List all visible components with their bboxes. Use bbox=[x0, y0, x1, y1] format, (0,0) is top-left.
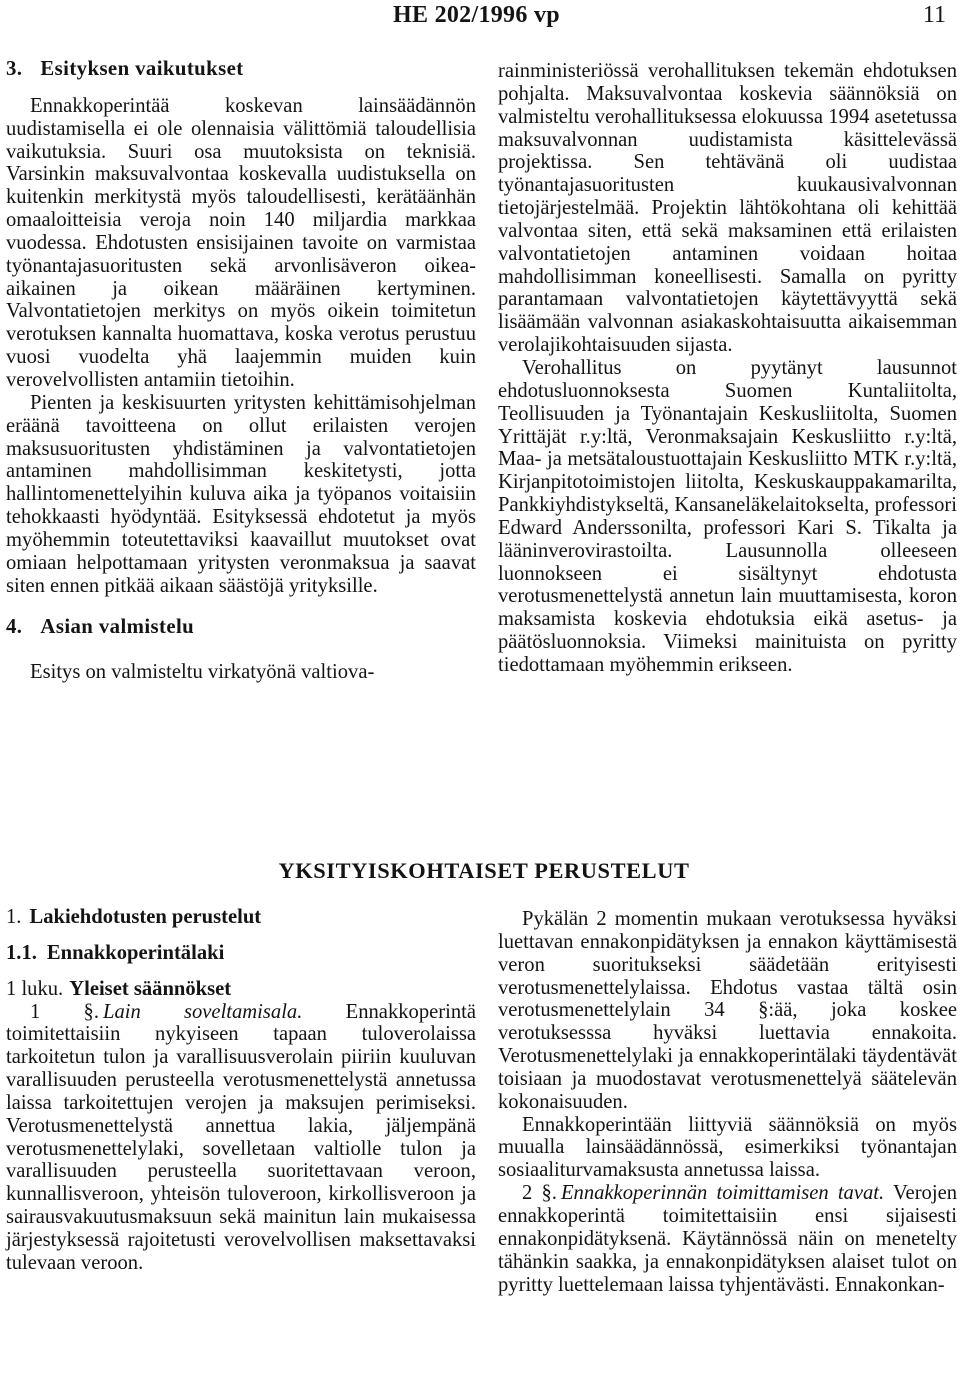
section-4-paragraph-1-continued: rainministeriössä verohallituksen tekemän ehdotuksen pohjalta. Maksuvalvontaa koskevia säännöksiä on valmisteltu verohallituksessa elokuussa 1994 asetetussa maksuvalvonnan uudistamista käsittelevässä projektissa. Sen tehtävänä oli uudistaa työnantajasuoritusten kuukausivalvonnan tietojärjestelmää. Projektin lähtökohtana oli kehittää valvontaa siten, että sekä maksaminen että erilaisten valvontatietojen antaminen voidaan hoitaa mahdollisimman koneellisesti. Samalla on pyritty parantamaan valvontatietojen käytettävyyttä sekä lisäämään valvonnan asiakaskohtaisuutta aikaisemman verolajikohtaisuuden sijasta. bbox=[498, 60, 957, 357]
heading-number: 1.1. bbox=[6, 941, 37, 964]
chapter-heading bbox=[6, 978, 476, 1001]
section-2-number: 2 bbox=[522, 1182, 533, 1205]
section-sign: §. bbox=[83, 1000, 99, 1023]
heading-title: Ennakkoperintälaki bbox=[46, 941, 225, 964]
chapter-title: Yleiset säännökset bbox=[69, 977, 232, 1000]
heading-title: Lakiehdotusten perustelut bbox=[29, 906, 262, 928]
document-id: HE 202/1996 vp bbox=[393, 2, 560, 28]
heading-number: 1. bbox=[6, 906, 22, 928]
section-number: 3. bbox=[6, 57, 23, 80]
section-2-title: Ennakkoperinnän toimittamisen tavat. bbox=[560, 1182, 885, 1205]
section-3-paragraph-2: Pienten ja keskisuurten yritysten kehittämisohjelman eräänä tavoitteena on ollut erilaisten verojen maksusuoritusten yhdistäminen ja valvontatietojen antaminen mahdollisimman keskitetysti, jotta hallintomenettelyihin kuluva aika ja työpanos voitaisiin tehokkaasti hyödyntää. Esityksessä ehdotetut ja myös myöhemmin toteutettaviksi kaavaillut muutokset ovat omiaan helpottamaan yritysten veronmaksua ja saavat siten ennen pitkää aikaan säästöjä yrityksille. bbox=[6, 391, 476, 597]
section-3-paragraph-1: Ennakkoperintää koskevan lainsäädännön uudistamisella ei ole olennaisia välittömiä taloudellisia vaikutuksia. Suuri osa muutoksista on teknisiä. Varsinkin maksuvalvontaa koskevalla uudistuksella on kuitenkin merkitystä myös taloudellisesti, kerätäänhän omaaloitteisia veroja noin 140 miljardia markkaa vuodessa. Ehdotusten ensisijainen tavoite on varmistaa työnantajasuoritusten sekä arvonlisäveron oikea-aikainen ja oikean määräinen kertyminen. Valvontatietojen merkitys on myös oikein toimitetun verotuksen kannalta huomattava, koska verotus perustuu vuosi vuodelta yhä laajemmin muiden kuin verovelvollisten antamiin tietoihin. bbox=[6, 94, 476, 391]
section-sign: §. bbox=[541, 1182, 557, 1205]
section-number: 4. bbox=[6, 615, 23, 639]
section-title: Asian valmistelu bbox=[40, 615, 195, 639]
detailed-justification-heading: YKSITYISKOHTAISET PERUSTELUT bbox=[278, 858, 690, 883]
chapter-prefix: 1 luku. bbox=[6, 977, 64, 1000]
section-title: Esityksen vaikutukset bbox=[40, 57, 244, 80]
top-left-column bbox=[6, 58, 476, 684]
top-right-column bbox=[498, 60, 957, 677]
heading-1-1 bbox=[6, 942, 476, 965]
section-1-paragraph bbox=[6, 1001, 476, 1275]
section-1-text: Ennakkoperintä toimitettaisiin nykyiseen tapaan tuloverolaissa tarkoitetun tulon ja varallisuusverolain piiriin kuuluvan varallisuuden perusteella verotusmenettelystä annetussa laissa tarkoitettujen verojen ja maksujen perimiseksi. Verotusmenettelystä annettua lakia, jäljempänä verotusmenettelylaki, sovelletaan valtiolle tulon ja varallisuuden perusteella suoritettavaan veroon, kunnallisveroon, yhteisön tuloveroon, kirkollisveroon ja sairausvakuutusmaksuun sekä mainitun lain mukaisessa järjestyksessä rajoitetusti verovelvollisen maksettavaksi tulevaan veroon. bbox=[6, 1000, 477, 1274]
heading-1 bbox=[6, 906, 476, 929]
section-4-paragraph-1-start: Esitys on valmisteltu virkatyönä valtiova- bbox=[30, 661, 375, 684]
page-number: 11 bbox=[922, 2, 946, 28]
section-1-number: 1 bbox=[30, 1000, 41, 1023]
bottom-right-column bbox=[498, 908, 957, 1296]
section-1-paragraph-3: Ennakkoperintään liittyviä säännöksiä on myös muualla lainsäädännössä, esimerkiksi työnantajan sosiaaliturvamaksusta annetussa laissa. bbox=[498, 1113, 957, 1182]
section-4-paragraph-2: Verohallitus on pyytänyt lausunnot ehdotusluonnoksesta Suomen Kuntaliitolta, Teollisuuden ja Työnantajain Keskusliitolta, Suomen Yrittäjät r.y:ltä, Veronmaksajain Keskusliitto r.y:ltä, Maa- ja metsätaloustuottajain Keskusliitto MTK r.y:ltä, Kirjanpitotoimistojen liitolta, Keskuskauppakamarilta, Pankkiyhdistykseltä, Kansaneläkelaitokselta, professori Edward Anderssonilta, professori Kari S. Tikalta ja lääninverovirastoilta. Lausunnolla olleeseen luonnokseen ei sisältynyt ehdotusta verotusmenettelystä annetun lain muuttamisesta, koron maksamista koskevia ehdotuksia eikä asetus- ja päätösluonnoksia. Viimeksi mainituista on pyritty tiedottamaan myöhemmin erikseen. bbox=[498, 356, 957, 676]
section-2-paragraph bbox=[498, 1182, 957, 1296]
section-2-text: Verojen ennakkoperintä toimitettaisiin ensi sijaisesti ennakonpidätyksenä. Käytännössä näin on menetelty tähänkin saakka, ja ennakonpidätyksen alaiset tulot on pyritty luettelemaan laissa tyhjentävästi. Ennakonkan- bbox=[498, 1182, 958, 1296]
bottom-left-column bbox=[6, 906, 476, 1275]
section-4-heading bbox=[6, 616, 476, 639]
section-3-heading bbox=[6, 58, 476, 81]
section-1-paragraph-2: Pykälän 2 momentin mukaan verotuksessa hyväksi luettavan ennakonpidätyksen ja ennakon käyttämisestä veron suoritukseksi säädetään erityisesti verotusmenettelylaissa. Ehdotus vastaa tältä osin verotusmenettelylain 34 §:ää, joka koskee verotuksesssa hyväksi luettavia ennakoita. Verotusmenettelylaki ja ennakkoperintälaki täydentävät toisiaan ja muodostavat verotusmenettelyä säätelevän kokonaisuuden. bbox=[498, 908, 957, 1113]
section-1-title: Lain soveltamisala. bbox=[102, 1000, 303, 1023]
page-header bbox=[0, 2, 960, 32]
